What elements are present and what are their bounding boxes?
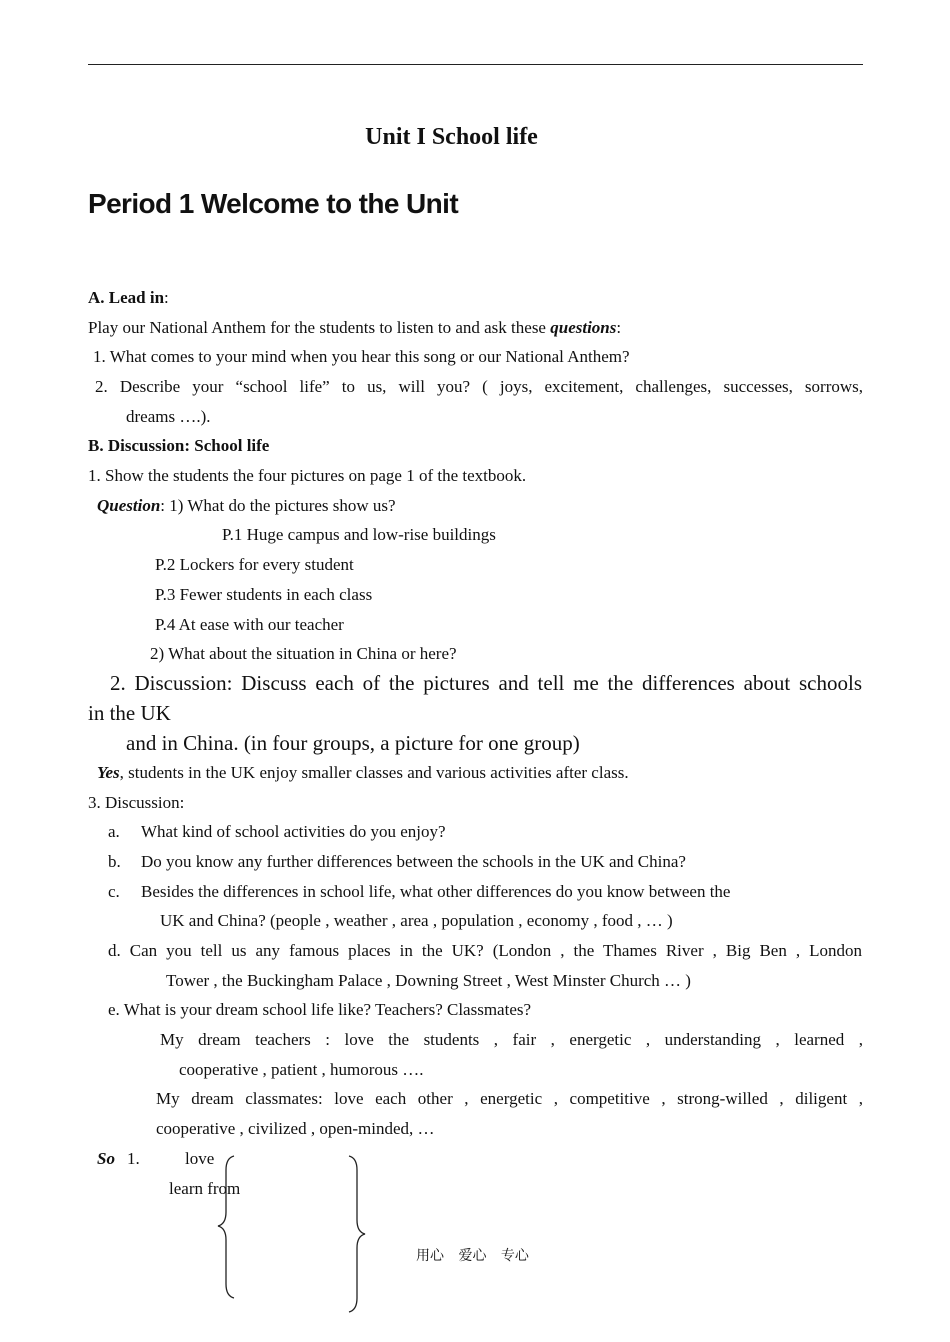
picture-3-note: P.3 Fewer students in each class (155, 585, 373, 604)
question-2-line: 2) What about the situation in China or here? (150, 644, 457, 663)
yes-statement: Yes, students in the UK enjoy smaller classes and various activities after class. (97, 763, 629, 782)
so-label: So (97, 1149, 115, 1168)
right-brace-icon (343, 1152, 373, 1316)
lead-in-question-2-cont: dreams ….). (126, 407, 211, 426)
discussion-item-3: 3. Discussion: (88, 793, 185, 812)
discussion-item-2-line1: 2. Discussion: Discuss each of the pictures and tell me the differences about schools (110, 671, 862, 695)
list-item-d-cont: Tower , the Buckingham Palace , Downing Street , West Minster Church … ) (166, 971, 691, 990)
header-rule (88, 64, 863, 65)
picture-2-note: P.2 Lockers for every student (155, 555, 354, 574)
discussion-item-2-line3: and in China. (in four groups, a picture for one group) (126, 731, 580, 755)
list-item-e: e. What is your dream school life like? Teachers? Classmates? (108, 1000, 532, 1019)
list-marker-a: a. (108, 822, 120, 841)
dream-teachers: My dream teachers : love the students , fair , energetic , understanding , learned , (160, 1030, 863, 1049)
picture-4-note: P.4 At ease with our teacher (155, 615, 344, 634)
dream-teachers-cont: cooperative , patient , humorous …. (179, 1060, 424, 1079)
discussion-item-1: 1. Show the students the four pictures on page 1 of the textbook. (88, 466, 527, 485)
list-marker-b: b. (108, 852, 121, 871)
discussion-item-2-line2: in the UK (88, 701, 171, 725)
list-marker-c: c. (108, 882, 120, 901)
picture-1-note: P.1 Huge campus and low-rise buildings (222, 525, 496, 544)
unit-title: Unit I School life (365, 124, 538, 150)
so-word-love: love (185, 1149, 215, 1168)
lead-in-question-2: 2. Describe your “school life” to us, will you? ( joys, excitement, challenges, successes, sorrows, (95, 377, 863, 396)
question-line: Question: 1) What do the pictures show us? (97, 496, 396, 515)
list-item-c: Besides the differences in school life, what other differences do you know between the (141, 882, 731, 901)
dream-classmates: My dream classmates: love each other , energetic , competitive , strong-willed , diligent , (156, 1089, 863, 1108)
so-number: 1. (127, 1149, 140, 1168)
section-a-heading: A. Lead in: (88, 288, 169, 307)
period-title: Period 1 Welcome to the Unit (88, 188, 459, 219)
list-item-d: d. Can you tell us any famous places in the UK? (London , the Thames River , Big Ben , London (108, 941, 862, 960)
dream-classmates-cont: cooperative , civilized , open-minded, … (156, 1119, 435, 1138)
list-item-c-cont: UK and China? (people , weather , area , population , economy , food , … ) (160, 911, 673, 930)
lead-in-intro: Play our National Anthem for the students to listen to and ask these questions: (88, 318, 622, 337)
list-item-a: What kind of school activities do you enjoy? (141, 822, 446, 841)
footer-motto: 用心 爱心 专心 (416, 1248, 529, 1264)
so-word-learn-from: learn from (169, 1179, 241, 1198)
list-item-b: Do you know any further differences between the schools in the UK and China? (141, 852, 686, 871)
lead-in-question-1: 1. What comes to your mind when you hear this song or our National Anthem? (93, 347, 630, 366)
left-brace-icon (212, 1150, 242, 1302)
section-b-heading: B. Discussion: School life (88, 436, 270, 455)
